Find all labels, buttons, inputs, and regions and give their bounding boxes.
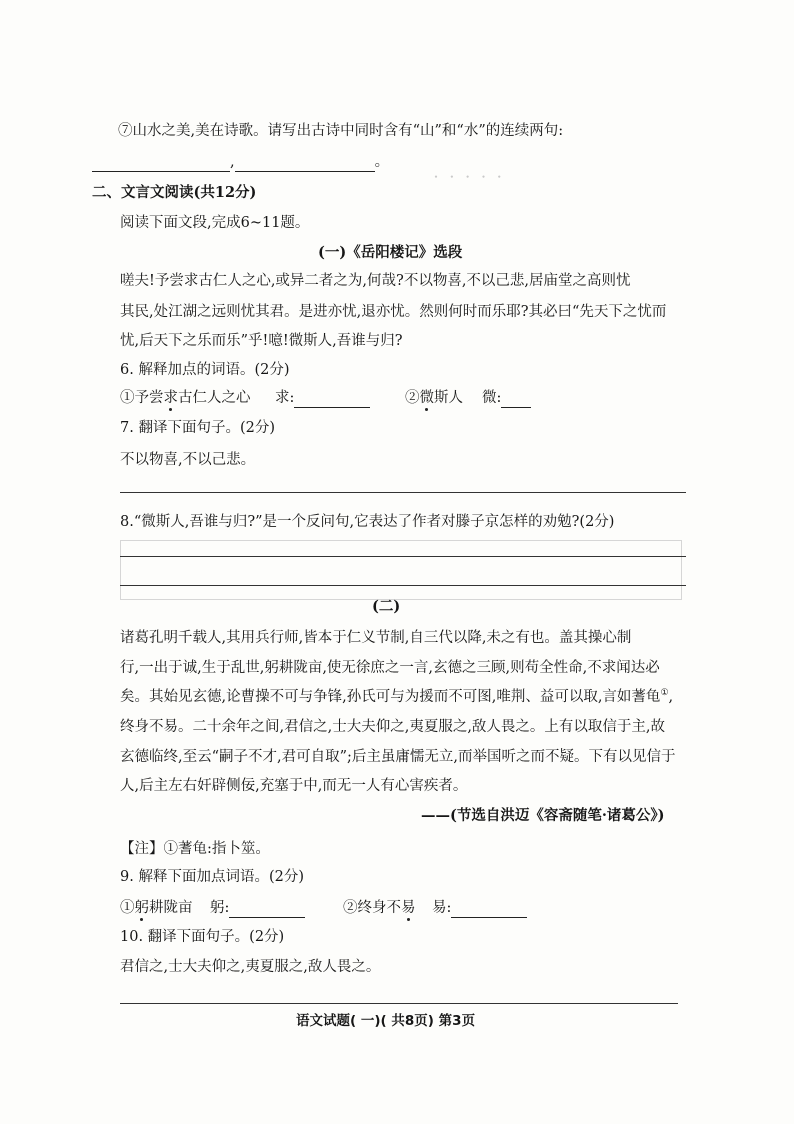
q9-item-2: ②终身不易 — [343, 900, 416, 916]
q6-blank-2[interactable] — [501, 393, 531, 408]
q9-blank-2[interactable] — [451, 903, 527, 918]
passage2-line: 人,后主左右奸辟侧佞,充塞于中,而无一人有心害疾者。 — [120, 778, 468, 794]
passage2-title: (二) — [372, 598, 401, 615]
q6-answer-2: 微: — [482, 388, 531, 408]
passage1-line: 嗟夫!予尝求古仁人之心,或异二者之为,何哉?不以物喜,不以己悲,居庙堂之高则忧 — [120, 273, 631, 289]
passage2-line: 行,一出于诚,生于乱世,躬耕陇亩,使无徐庶之一言,玄德之三顾,则苟全性命,不求闻达必 — [120, 660, 660, 676]
passage2-line: 诸葛孔明千载人,其用兵行师,皆本于仁义节制,自三代以降,未之有也。盖其操心制 — [120, 630, 632, 646]
passage2-source: ——(节选自洪迈《容斋随笔·诸葛公》) — [421, 807, 665, 824]
q7b-title: 7. 翻译下面句子。(2分) — [120, 420, 275, 436]
q9-answer-2: 易: — [432, 898, 527, 918]
passage2-line: 矣。其始见玄德,论曹操不可与争锋,孙氏可与为援而不可图,唯荆、益可以取,言如蓍龟①, — [120, 688, 674, 705]
q9-item-1: ①躬耕陇亩 — [120, 900, 193, 916]
answer-line[interactable] — [120, 1003, 678, 1004]
passage1-title: (一)《岳阳楼记》选段 — [318, 244, 463, 261]
answer-line[interactable] — [120, 492, 686, 493]
bleed-through-box — [120, 540, 682, 600]
passage1-line: 其民,处江湖之远则忧其君。是进亦忧,退亦忧。然则何时而乐耶?其必曰“先天下之忧而 — [120, 304, 667, 320]
q10-title: 10. 翻译下面句子。(2分) — [120, 929, 285, 945]
q9-blank-1[interactable] — [229, 903, 305, 918]
passage1-line: 忧,后天下之乐而乐”乎!噫!微斯人,吾谁与归? — [120, 333, 403, 349]
q6-title: 6. 解释加点的词语。(2分) — [120, 362, 290, 378]
dotted-char: 求 — [163, 390, 178, 406]
q7-prompt: ⑦山水之美,美在诗歌。请写出古诗中同时含有“山”和“水”的连续两句: — [118, 123, 564, 139]
dotted-char: 躬 — [134, 900, 149, 916]
answer-line[interactable] — [120, 556, 686, 557]
q7-period: 。 — [374, 154, 390, 170]
passage2-line: 玄德临终,至云“嗣子不才,君可自取”;后主虽庸懦无立,而举国听之而不疑。下有以见信于 — [120, 749, 676, 765]
q10-sentence: 君信之,士大夫仰之,夷夏服之,敌人畏之。 — [120, 959, 381, 975]
section-heading: 二、文言文阅读(共12分) — [92, 184, 257, 201]
answer-line[interactable] — [120, 585, 686, 586]
footnote-marker: ① — [660, 688, 669, 699]
q6-blank-1[interactable] — [294, 393, 370, 408]
q8-title: 8.“微斯人,吾谁与归?”是一个反问句,它表达了作者对滕子京怎样的劝勉?(2分) — [120, 514, 615, 530]
dotted-char: 微 — [419, 390, 434, 406]
q9-title: 9. 解释下面加点词语。(2分) — [120, 869, 304, 885]
q7-blank-2[interactable] — [235, 157, 375, 172]
bleed-through-text: ・ ・ ・ ・ ・ — [430, 170, 506, 184]
passage2-line: 终身不易。二十余年之间,君信之,士大夫仰之,夷夏服之,敌人畏之。上有以取信于主,故 — [120, 719, 666, 735]
q6-item-2: ②微斯人 — [405, 390, 463, 406]
footnote: 【注】①蓍龟:指卜筮。 — [120, 841, 270, 857]
q9-answer-1: 躬: — [210, 898, 305, 918]
section-instruction: 阅读下面文段,完成6~11题。 — [120, 215, 310, 231]
q7-blank-1[interactable] — [92, 157, 230, 172]
q6-answer-1: 求: — [275, 388, 370, 408]
q7-comma: , — [230, 154, 235, 170]
q7-blanks — [92, 152, 389, 172]
page-footer: 语文试题( 一)( 共8页) 第3页 — [296, 1013, 476, 1029]
q6-item-1: ①予尝求古仁人之心 — [120, 390, 251, 406]
dotted-char: 易 — [401, 900, 416, 916]
q7b-sentence: 不以物喜,不以己悲。 — [120, 452, 256, 468]
